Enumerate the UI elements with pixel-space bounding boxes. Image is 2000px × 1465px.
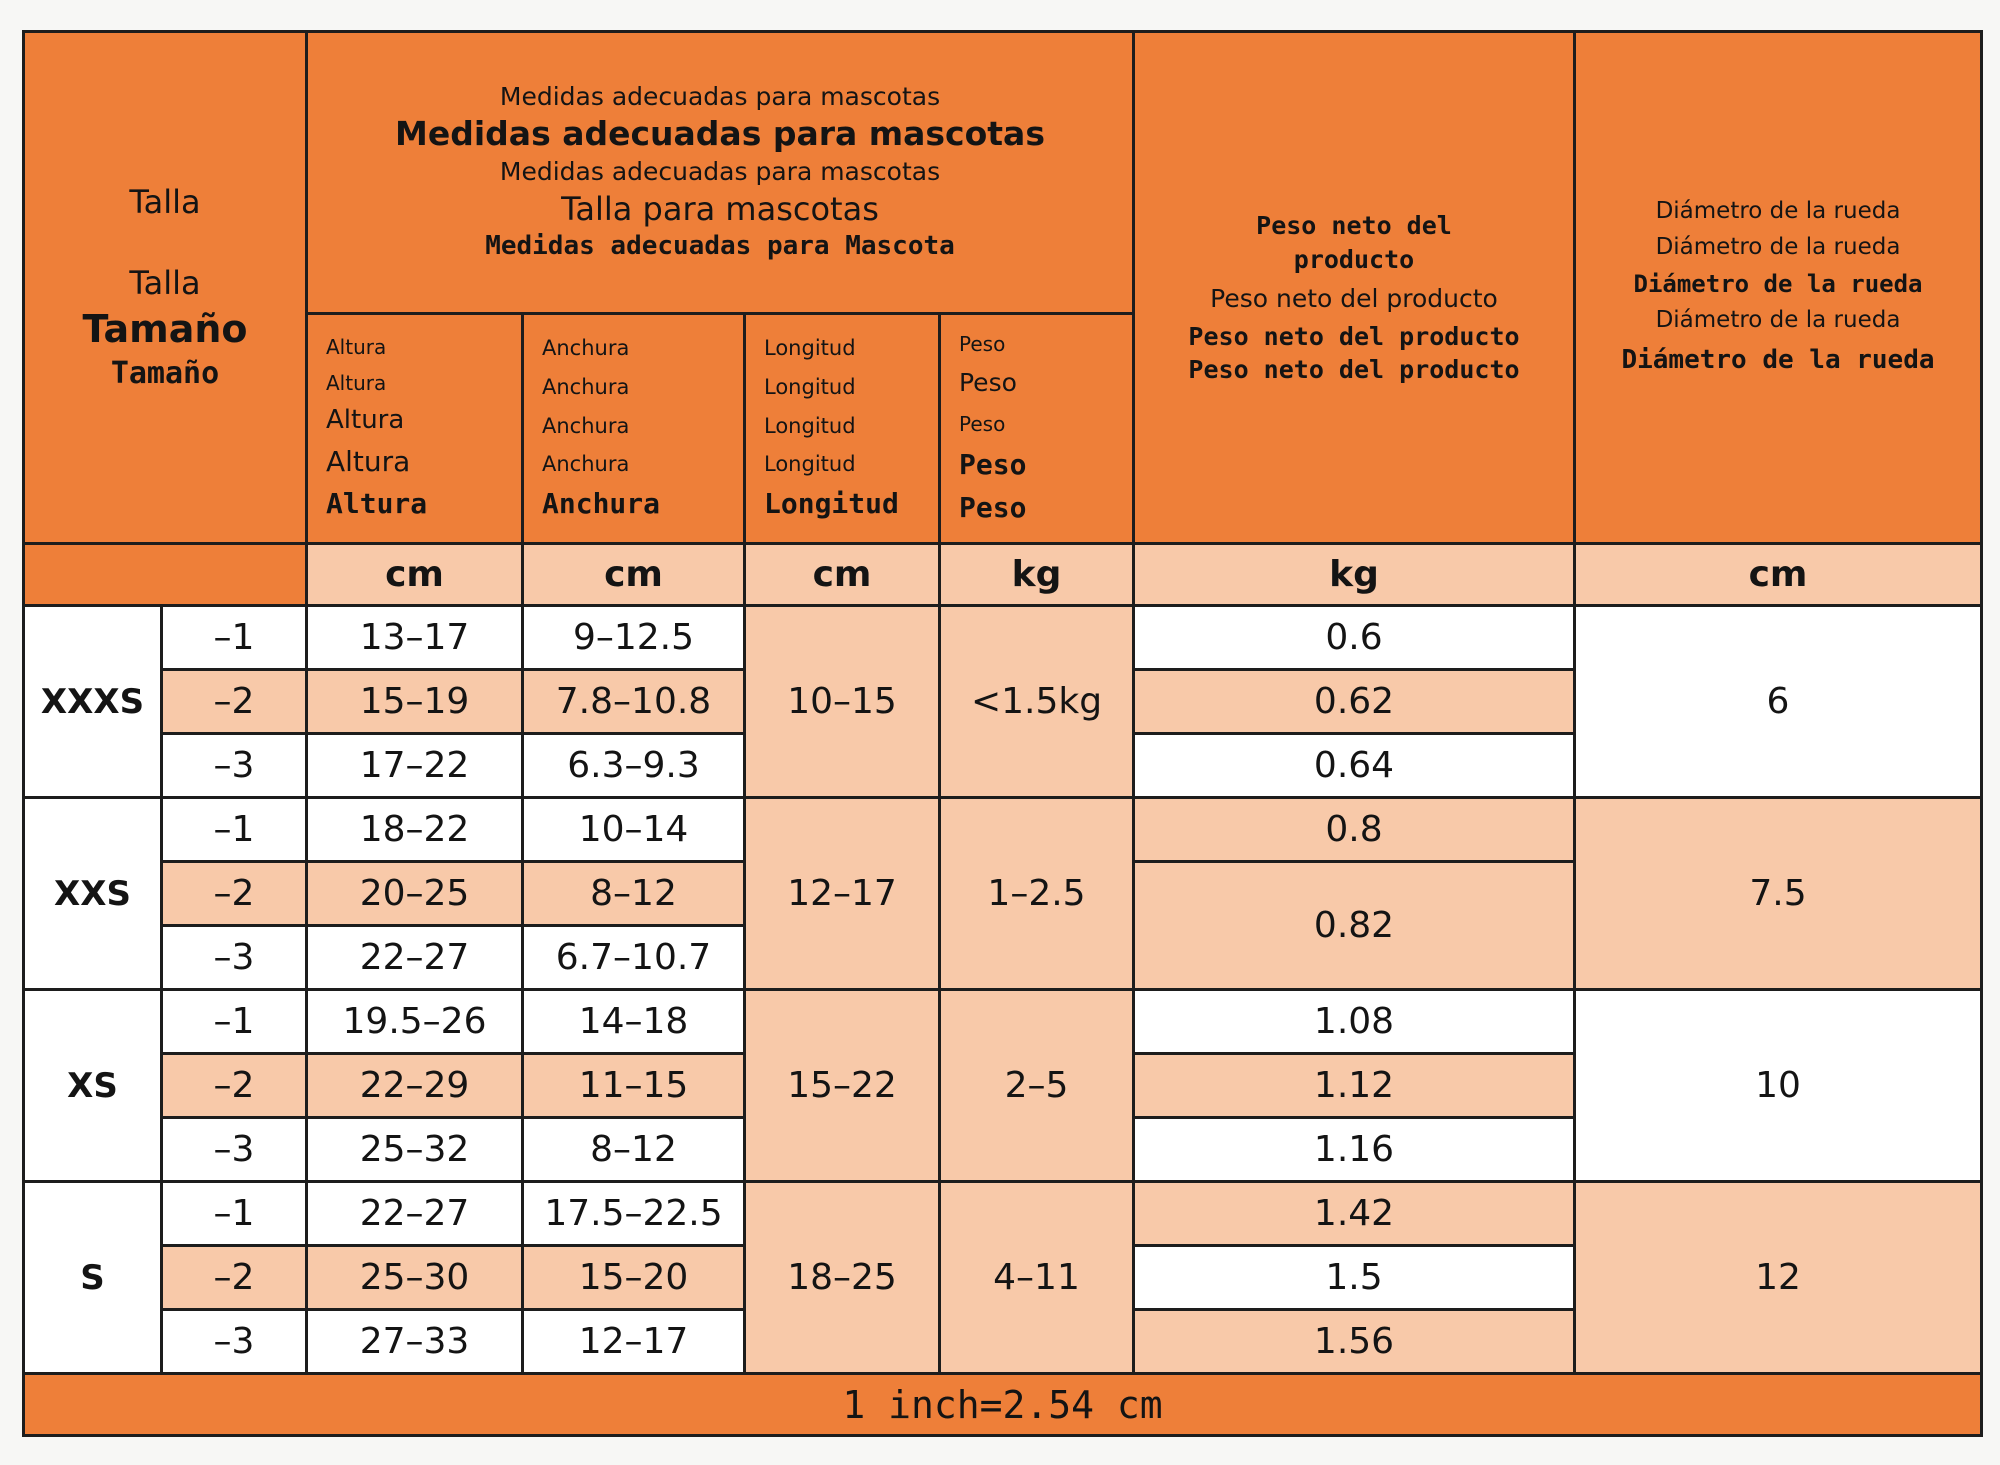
size-header (24, 32, 307, 544)
height-header-line: Altura (326, 335, 387, 360)
width-header-line: Anchura (542, 414, 630, 439)
measure-header-line: Medidas adecuadas para mascotas (395, 114, 1045, 154)
width-header-line: Anchura (542, 335, 630, 360)
height-value: 22–29 (307, 1054, 523, 1118)
length-value: 18–25 (745, 1182, 940, 1374)
height-header-line: Altura (326, 487, 428, 521)
length-header-line: Longitud (764, 375, 856, 399)
height-header-line: Altura (326, 371, 387, 396)
height-value: 15–19 (307, 670, 523, 734)
conversion-footer: 1 inch=2.54 cm (24, 1374, 1982, 1436)
width-header-line: Anchura (542, 451, 630, 476)
sub-size: –3 (162, 926, 307, 990)
width-header-line: Anchura (542, 486, 661, 520)
measure-header-line: Medidas adecuadas para mascotas (499, 81, 941, 111)
width-value: 8–12 (523, 862, 745, 926)
weight-value: 4–11 (940, 1182, 1134, 1374)
weight-header-line: Peso (959, 367, 1017, 397)
height-value: 25–32 (307, 1118, 523, 1182)
height-value: 27–33 (307, 1310, 523, 1374)
width-value: 8–12 (523, 1118, 745, 1182)
sub-size: –3 (162, 1118, 307, 1182)
size-header-line: Tamaño (110, 356, 220, 392)
sub-size: –1 (162, 606, 307, 670)
table-row (24, 1182, 1982, 1246)
sub-size: –3 (162, 1310, 307, 1374)
weight-header-line: Peso (959, 448, 1027, 482)
size-chart-table (22, 30, 1983, 1437)
sub-size: –1 (162, 798, 307, 862)
height-header (307, 314, 523, 544)
table-row (24, 798, 1982, 862)
width-value: 10–14 (523, 798, 745, 862)
weight-header (940, 314, 1134, 544)
width-unit: cm (523, 544, 745, 606)
size-label: XXS (24, 798, 162, 990)
size-header-line: Talla (129, 264, 201, 303)
width-header (523, 314, 745, 544)
net-weight-value: 1.16 (1134, 1118, 1575, 1182)
width-value: 7.8–10.8 (523, 670, 745, 734)
size-label: S (24, 1182, 162, 1374)
net-weight-value: 1.56 (1134, 1310, 1575, 1374)
sub-size: –2 (162, 862, 307, 926)
height-value: 25–30 (307, 1246, 523, 1310)
weight-header-line: Peso (959, 412, 1006, 437)
sub-size: –2 (162, 670, 307, 734)
wheel-value: 7.5 (1575, 798, 1982, 990)
measure-header-line: Medidas adecuadas para mascotas (499, 157, 941, 187)
measure-header-line: Talla para mascotas (561, 189, 879, 228)
width-header-line: Anchura (542, 375, 630, 399)
sub-size: –3 (162, 734, 307, 798)
length-header-line: Longitud (764, 335, 856, 360)
table-row (24, 606, 1982, 670)
weight-header-line: Peso (959, 331, 1006, 356)
wheel-header-line: Diámetro de la rueda (1655, 234, 1901, 261)
net-weight-value: 1.42 (1134, 1182, 1575, 1246)
length-header-line: Longitud (764, 486, 899, 520)
width-value: 14–18 (523, 990, 745, 1054)
height-value: 20–25 (307, 862, 523, 926)
width-value: 17.5–22.5 (523, 1182, 745, 1246)
sub-size: –1 (162, 990, 307, 1054)
net-weight-value: 1.08 (1134, 990, 1575, 1054)
width-value: 6.3–9.3 (523, 734, 745, 798)
height-header-line: Altura (326, 445, 411, 478)
size-header-line: Tamaño (82, 306, 248, 351)
net-weight-header-line: Peso neto del producto (1188, 322, 1520, 351)
weight-value: 1–2.5 (940, 798, 1134, 990)
wheel-header-line: Diámetro de la rueda (1633, 269, 1923, 298)
sub-size: –1 (162, 1182, 307, 1246)
net-weight-value: 0.64 (1134, 734, 1575, 798)
weight-value: <1.5kg (940, 606, 1134, 798)
sub-size: –2 (162, 1246, 307, 1310)
length-header-line: Longitud (764, 451, 856, 476)
size-header-line: Talla (129, 182, 201, 221)
net-weight-header-line: Peso neto del producto (1188, 354, 1520, 384)
wheel-header-line: Diámetro de la rueda (1655, 198, 1901, 225)
measure-header-line: Medidas adecuadas para Mascota (485, 231, 955, 262)
width-value: 6.7–10.7 (523, 926, 745, 990)
net-weight-value: 0.82 (1134, 862, 1575, 990)
net-weight-header-line: Peso neto del producto (1256, 211, 1452, 274)
width-value: 12–17 (523, 1310, 745, 1374)
table-row (24, 990, 1982, 1054)
height-value: 18–22 (307, 798, 523, 862)
height-value: 17–22 (307, 734, 523, 798)
width-value: 11–15 (523, 1054, 745, 1118)
measure-header (307, 32, 1134, 314)
net-weight-header-line: Peso neto del producto (1210, 283, 1498, 313)
net-weight-value: 0.8 (1134, 798, 1575, 862)
wheel-header (1575, 32, 1982, 544)
height-value: 13–17 (307, 606, 523, 670)
height-value: 22–27 (307, 1182, 523, 1246)
width-value: 9–12.5 (523, 606, 745, 670)
wheel-header-line: Diámetro de la rueda (1655, 307, 1901, 334)
length-value: 15–22 (745, 990, 940, 1182)
weight-header-line: Peso (959, 490, 1027, 524)
wheel-value: 6 (1575, 606, 1982, 798)
width-value: 15–20 (523, 1246, 745, 1310)
wheel-header-line: Diámetro de la rueda (1621, 345, 1935, 376)
net-weight-value: 0.6 (1134, 606, 1575, 670)
units-blank (24, 544, 307, 606)
net-weight-value: 0.62 (1134, 670, 1575, 734)
net-weight-value: 1.5 (1134, 1246, 1575, 1310)
net-weight-value: 1.12 (1134, 1054, 1575, 1118)
weight-unit: kg (940, 544, 1134, 606)
length-value: 10–15 (745, 606, 940, 798)
weight-value: 2–5 (940, 990, 1134, 1182)
height-unit: cm (307, 544, 523, 606)
wheel-value: 10 (1575, 990, 1982, 1182)
height-header-line: Altura (326, 405, 405, 436)
length-header (745, 314, 940, 544)
size-label: XXXS (24, 606, 162, 798)
wheel-unit: cm (1575, 544, 1982, 606)
height-value: 19.5–26 (307, 990, 523, 1054)
net-weight-unit: kg (1134, 544, 1575, 606)
net-weight-header (1134, 32, 1575, 544)
units-row (24, 544, 1982, 606)
length-unit: cm (745, 544, 940, 606)
sub-size: –2 (162, 1054, 307, 1118)
height-value: 22–27 (307, 926, 523, 990)
wheel-value: 12 (1575, 1182, 1982, 1374)
length-header-line: Longitud (764, 414, 856, 439)
size-label: XS (24, 990, 162, 1182)
length-value: 12–17 (745, 798, 940, 990)
